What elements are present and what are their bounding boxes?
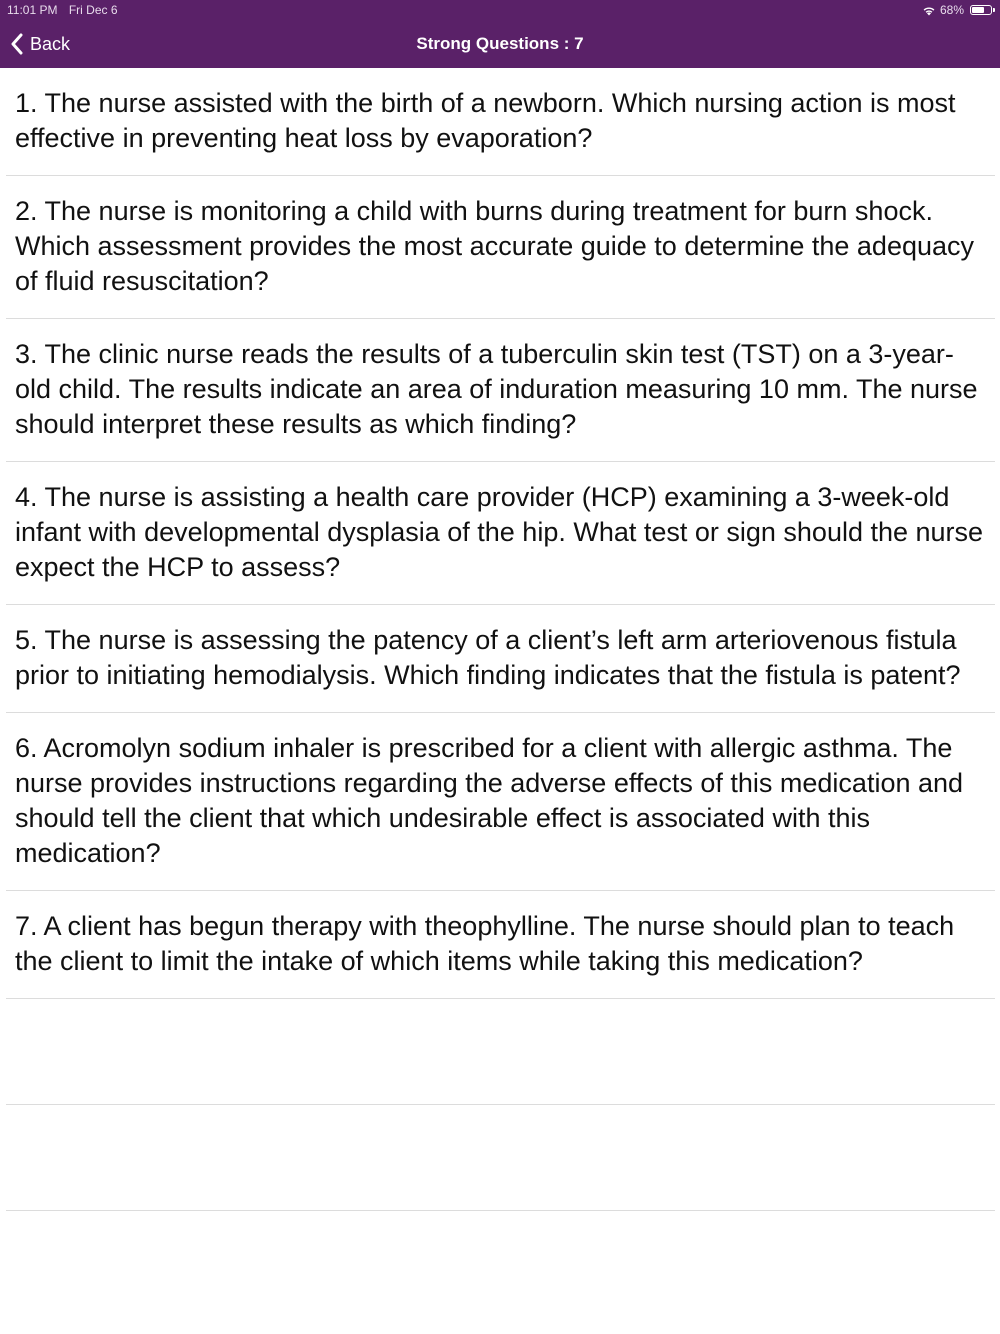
back-label: Back (30, 33, 71, 54)
header (0, 0, 1000, 68)
question-item-7[interactable]: 7. A client has begun therapy with theophylline. The nurse should plan to teach the client to limit the intake of which items while taking this medication? (6, 891, 995, 999)
nav-bar (0, 20, 1000, 68)
empty-row (6, 1105, 995, 1211)
question-item-5[interactable]: 5. The nurse is assessing the patency of a client’s left arm arteriovenous fistula prior to initiating hemodialysis. Which finding indicates that the fistula is patent? (6, 605, 995, 713)
status-bar (0, 0, 1000, 20)
wifi-icon (922, 5, 936, 16)
question-item-4[interactable]: 4. The nurse is assisting a health care provider (HCP) examining a 3-week-old infant with developmental dysplasia of the hip. What test or sign should the nurse expect the HCP to assess? (6, 462, 995, 605)
status-left (7, 0, 126, 20)
question-item-1[interactable]: 1. The nurse assisted with the birth of a newborn. Which nursing action is most effective in preventing heat loss by evaporation? (6, 68, 995, 176)
page-title: Strong Questions : 7 (416, 34, 584, 53)
status-right (922, 0, 992, 20)
question-item-3[interactable]: 3. The clinic nurse reads the results of a tuberculin skin test (TST) on a 3-year-old child. The results indicate an area of induration measuring 10 mm. The nurse should interpret these results as which finding? (6, 319, 995, 462)
empty-row (6, 999, 995, 1105)
battery-fill (972, 7, 984, 13)
status-time: 11:01 PM (7, 3, 58, 17)
question-item-2[interactable]: 2. The nurse is monitoring a child with burns during treatment for burn shock. Which assessment provides the most accurate guide to determine the adequacy of fluid resuscitation? (6, 176, 995, 319)
battery-icon (970, 5, 992, 15)
question-item-6[interactable]: 6. Acromolyn sodium inhaler is prescribed for a client with allergic asthma. The nurse provides instructions regarding the adverse effects of this medication and should tell the client that which undesirable effect is associated with this medication? (6, 713, 995, 891)
question-list (0, 68, 1000, 1211)
battery-percent: 68% (939, 3, 964, 17)
status-date: Fri Dec 6 (68, 3, 118, 17)
